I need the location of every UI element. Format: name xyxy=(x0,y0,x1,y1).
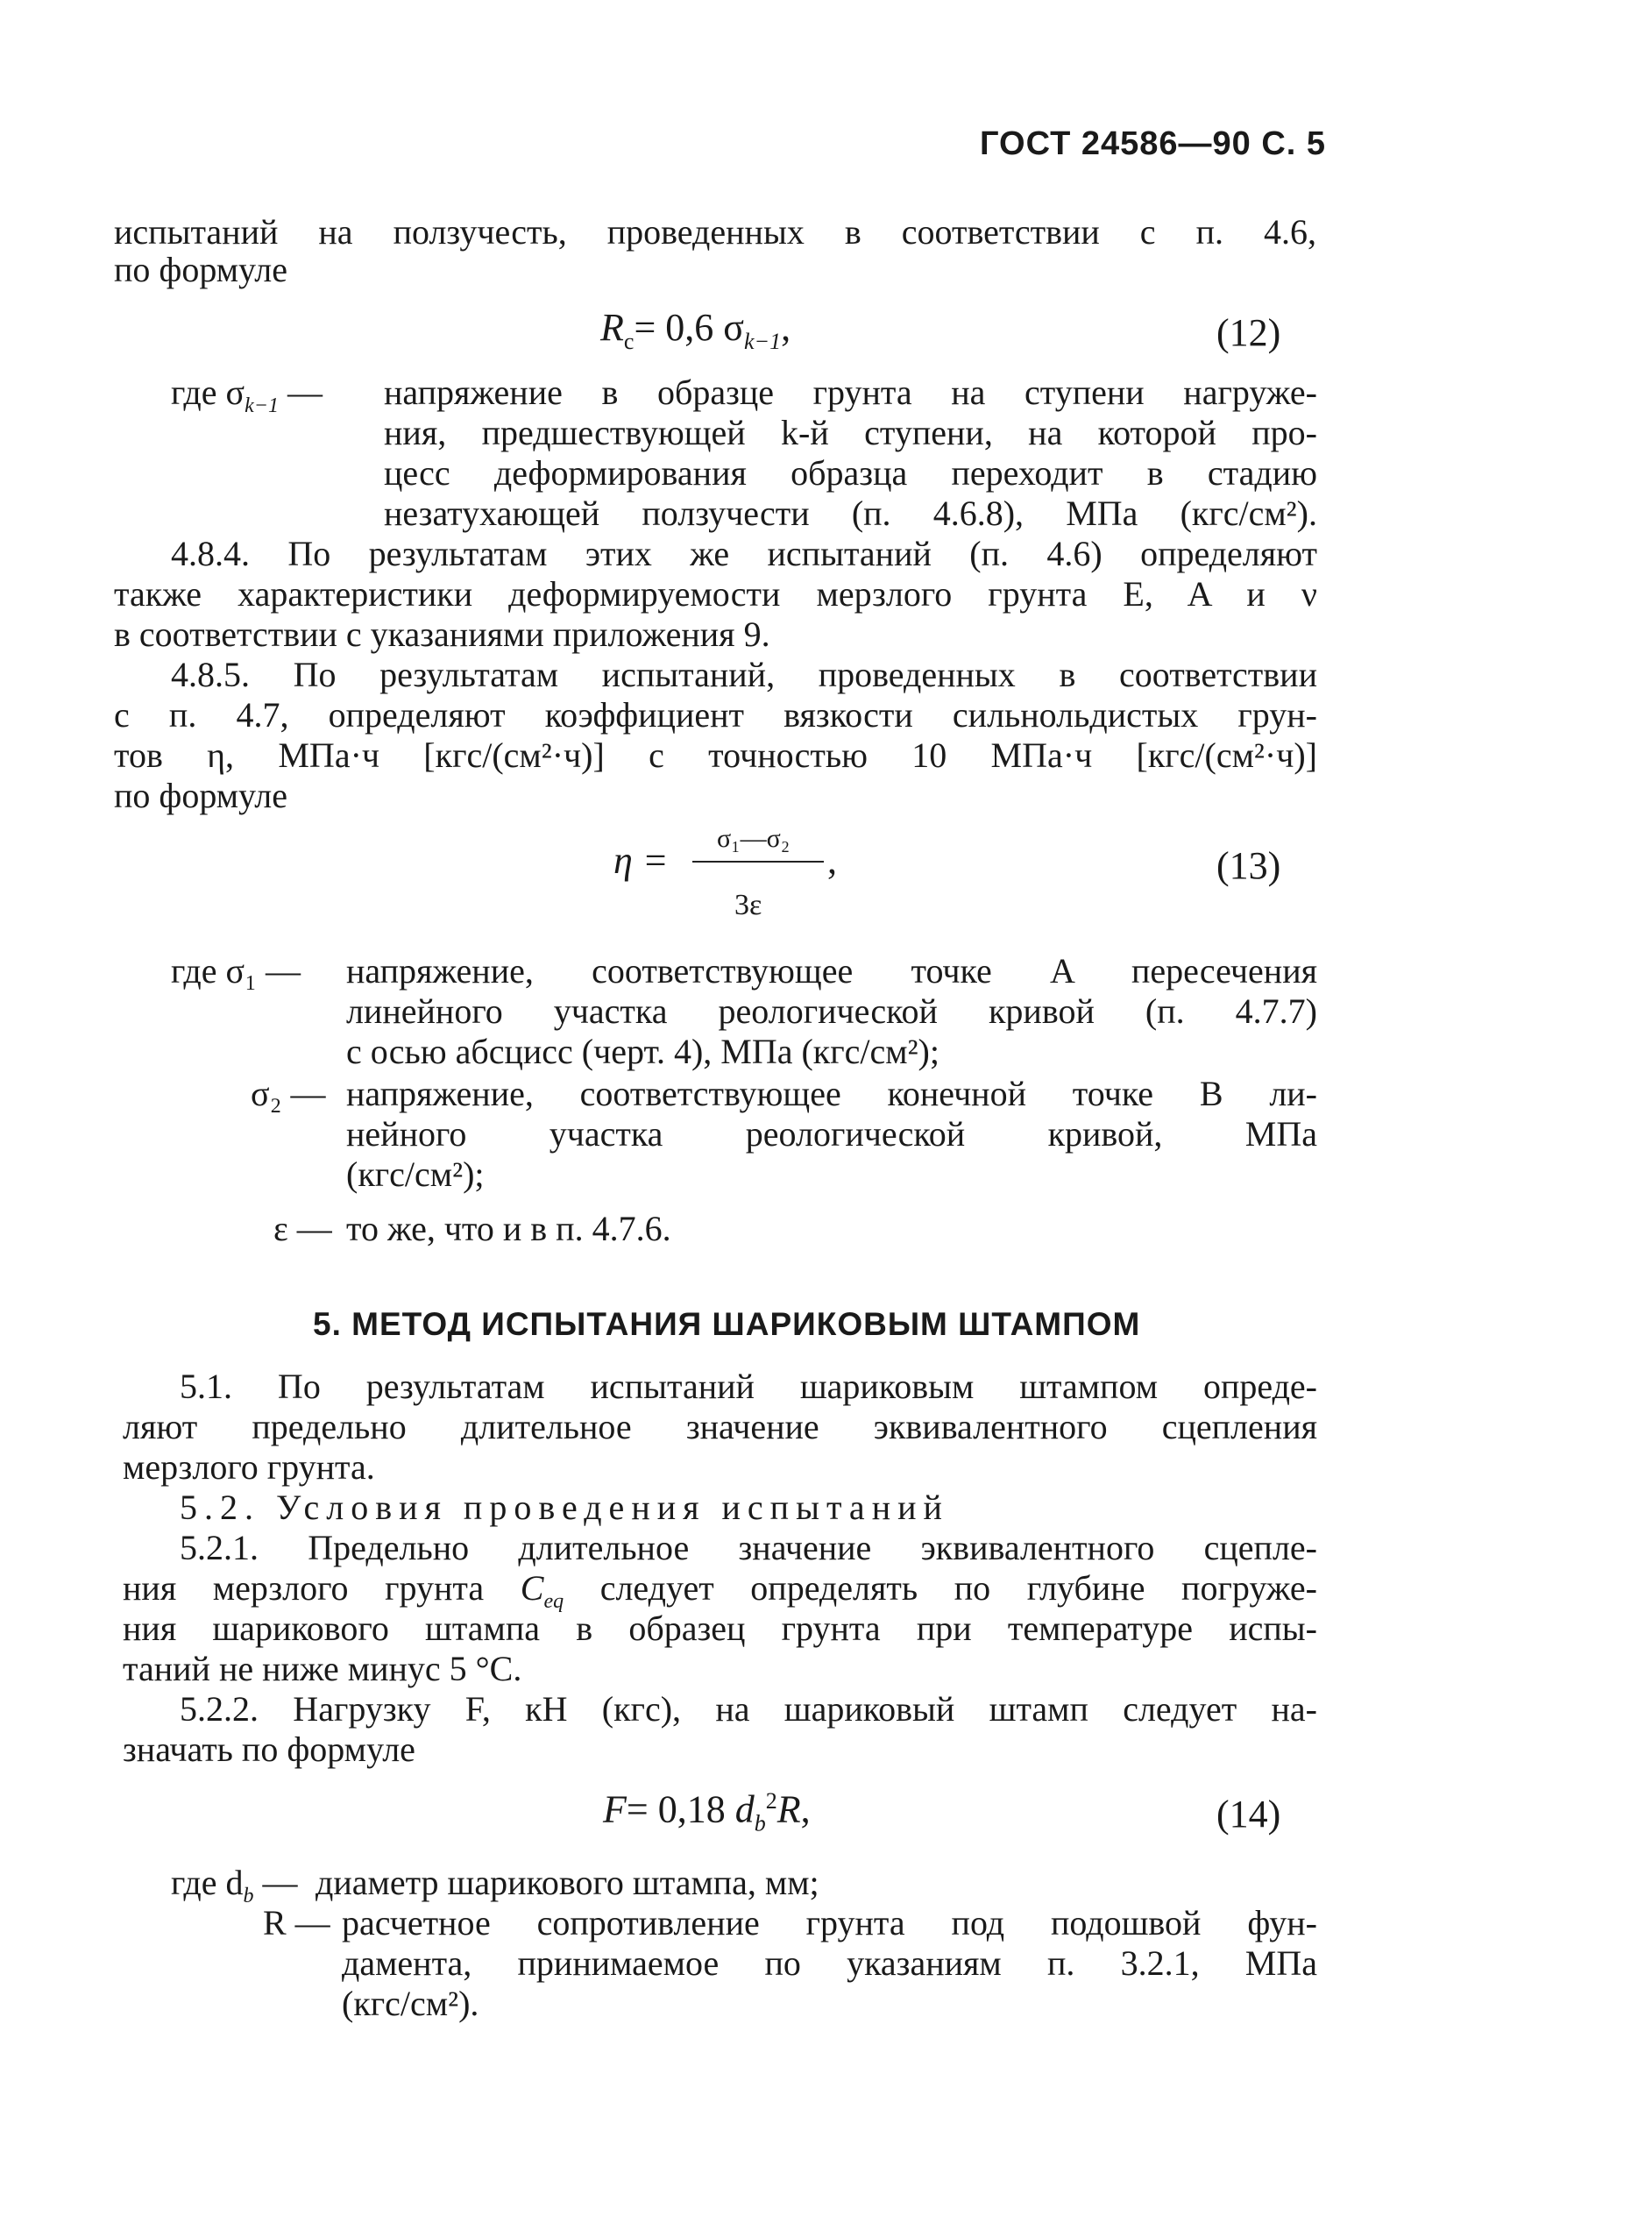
para-485-line: по формуле xyxy=(114,776,287,815)
eq14-d-sub: b xyxy=(754,1810,766,1836)
def14-line: дамента, принимаемое по указаниям п. 3.2.1, МПа xyxy=(342,1943,1317,1983)
eq13-fraction-bar xyxy=(692,861,824,863)
ceq-var: C xyxy=(520,1568,544,1608)
para-521-line: 5.2.1. Предельно длительное значение эквивалентного сцепле- xyxy=(180,1528,1317,1567)
para-51-line: ляют предельно длительное значение эквивалентного сцепления xyxy=(123,1407,1317,1446)
para-522-line: 5.2.2. Нагрузку F, кН (кгс), на шариковый штамп следует на- xyxy=(180,1689,1317,1729)
para-485-line: тов η, МПа·ч [кгс/(см²·ч)] с точностью 10 МПа·ч [кгс/(см²·ч)] xyxy=(114,735,1317,775)
def12-lead-sub: k−1 xyxy=(245,394,279,417)
para-485-line: 4.8.5. По результатам испытаний, проведенных в соответствии xyxy=(171,655,1317,694)
def13-line: напряжение, соответствующее конечной точке B ли- xyxy=(346,1074,1317,1113)
eq12-lhs: R xyxy=(600,306,624,349)
para-51-line: мерзлого грунта. xyxy=(123,1447,375,1487)
def12-line: незатухающей ползучести (п. 4.6.8), МПа (кгс/см²). xyxy=(384,494,1317,533)
eq12-lhs-sub: c xyxy=(623,328,635,354)
def14-db-lead xyxy=(171,1865,298,1907)
def12-line: напряжение в образце грунта на ступени нагруже- xyxy=(384,373,1317,412)
def14-r-lead: R — xyxy=(263,1903,330,1942)
eq14-d: d xyxy=(734,1787,755,1831)
para-line: по формуле xyxy=(114,250,287,289)
def14-db-lead-text: где d xyxy=(171,1863,244,1902)
para-521-l2b: следует определять по глубине погруже- xyxy=(564,1568,1317,1608)
eq12-tail: , xyxy=(781,306,791,349)
para-484-line: 4.8.4. По результатам этих же испытаний (п. 4.6) определяют xyxy=(171,534,1317,573)
def12-dash: — xyxy=(287,373,323,412)
equation-12 xyxy=(600,306,791,354)
def13-line: нейного участка реологической кривой, МПа xyxy=(346,1114,1317,1154)
def14-db-dash: — xyxy=(262,1863,298,1902)
para-485-line: с п. 4.7, определяют коэффициент вязкости сильнольдистых грун- xyxy=(114,695,1317,735)
def13-line: линейного участка реологической кривой (п. 4.7.7) xyxy=(346,991,1317,1031)
para-line: испытаний на ползучесть, проведенных в соответствии с п. 4.6, xyxy=(114,212,1316,252)
para-521-l2a: ния мерзлого грунта xyxy=(123,1568,521,1608)
page-header: ГОСТ 24586—90 С. 5 xyxy=(980,125,1327,162)
def13-s1-lead: где σ₁ — xyxy=(171,951,301,991)
para-522-line: значать по формуле xyxy=(123,1729,415,1769)
eq12-rhs-sub: k−1 xyxy=(743,328,782,354)
eq14-lhs: F xyxy=(603,1787,627,1831)
eq13-tail: , xyxy=(827,839,837,882)
eq12-rhs: = 0,6 σ xyxy=(634,306,744,349)
eq13-numerator: σ₁—σ₂ xyxy=(717,824,791,853)
eq13-lhs-text: η = xyxy=(613,839,669,882)
eq14-tail: , xyxy=(800,1787,811,1831)
def13-line: (кгс/см²); xyxy=(346,1154,485,1194)
def12-line: цесс деформирования образца переходит в стадию xyxy=(384,453,1317,493)
def13-line: то же, что и в п. 4.7.6. xyxy=(346,1209,671,1248)
eq14-d-sup: 2 xyxy=(765,1788,777,1814)
para-521-line: таний не ниже минус 5 °С. xyxy=(123,1649,522,1688)
def12-lead xyxy=(171,375,323,416)
para-521-line-2 xyxy=(123,1568,1317,1613)
equation-14-number: (14) xyxy=(1216,1793,1281,1836)
para-484-line: также характеристики деформируемости мерзлого грунта E, A и ν xyxy=(114,574,1317,614)
eq13-denominator: 3ε xyxy=(734,889,762,921)
equation-14 xyxy=(603,1787,811,1836)
para-484-line: в соответствии с указаниями приложения 9. xyxy=(114,614,770,654)
def13-line: с осью абсцисс (черт. 4), МПа (кгс/см²); xyxy=(346,1032,939,1071)
def12-lead-text: где σ xyxy=(171,373,245,412)
def14-line: диаметр шарикового штампа, мм; xyxy=(316,1863,819,1902)
eq14-r: R xyxy=(776,1787,801,1831)
section-title: 5. МЕТОД ИСПЫТАНИЯ ШАРИКОВЫМ ШТАМПОМ xyxy=(313,1306,1141,1342)
def13-e-lead: ε — xyxy=(273,1209,332,1248)
ceq-sub: eq xyxy=(543,1590,564,1613)
equation-13-number: (13) xyxy=(1216,844,1281,887)
eq13-lhs xyxy=(613,839,669,882)
equation-12-number: (12) xyxy=(1216,311,1281,354)
para-51-line: 5.1. По результатам испытаний шариковым штампом опреде- xyxy=(180,1367,1317,1406)
def13-s2-lead: σ₂ — xyxy=(251,1074,326,1113)
para-521-line: ния шарикового штампа в образец грунта при температуре испы- xyxy=(123,1609,1317,1648)
subsection-title: 5.2. Условия проведения испытаний xyxy=(180,1488,949,1527)
def13-line: напряжение, соответствующее точке A пересечения xyxy=(346,951,1317,991)
eq14-mid: = 0,18 xyxy=(626,1787,735,1831)
def14-line: расчетное сопротивление грунта под подошвой фун- xyxy=(342,1903,1317,1942)
def14-db-sub: b xyxy=(243,1885,254,1907)
def14-line: (кгс/см²). xyxy=(342,1984,479,2023)
def12-line: ния, предшествующей k-й ступени, на которой про- xyxy=(384,413,1317,452)
